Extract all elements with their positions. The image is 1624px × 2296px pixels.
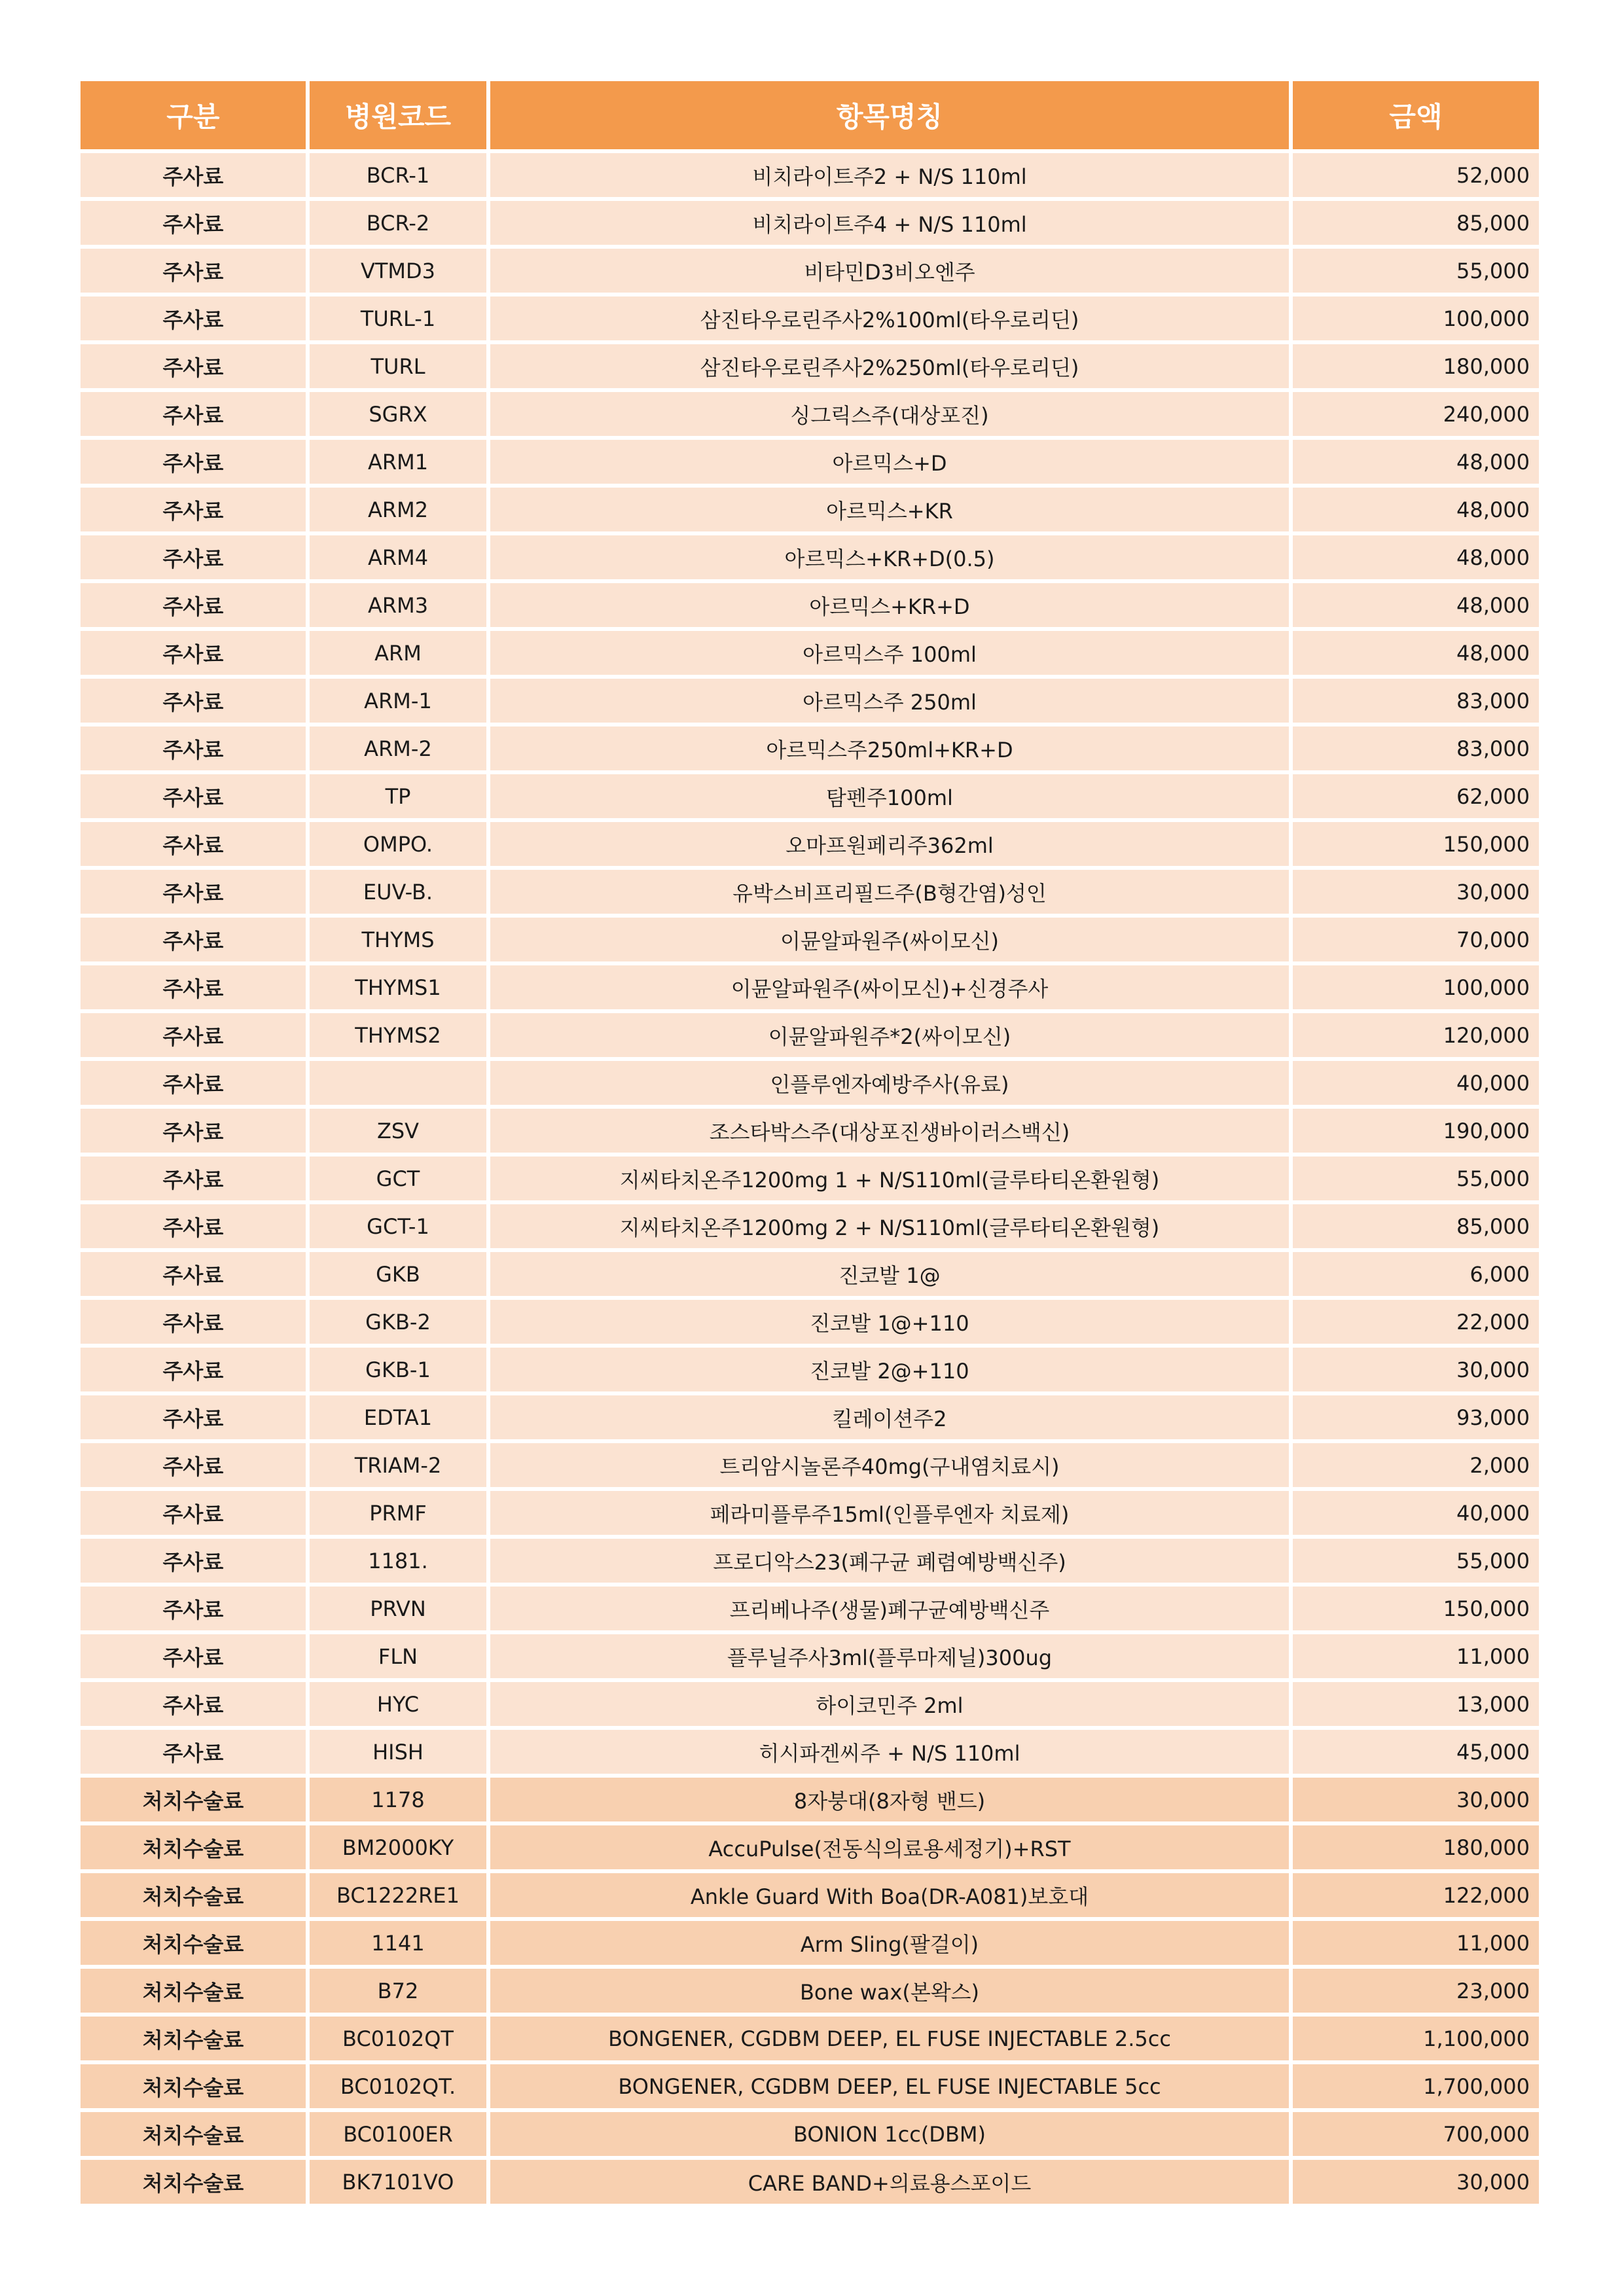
- cell-code: [310, 1061, 486, 1105]
- cell-code: ZSV: [310, 1109, 486, 1153]
- table-row: [81, 201, 1539, 245]
- cell-category: 주사료: [81, 1395, 306, 1439]
- cell-amount: 52,000: [1293, 153, 1539, 197]
- cell-category: 주사료: [81, 1730, 306, 1774]
- table-row: [81, 1587, 1539, 1630]
- cell-name: BONION 1cc(DBM): [490, 2112, 1289, 2156]
- cell-category: 주사료: [81, 1204, 306, 1248]
- cell-name: 아르믹스주 250ml: [490, 679, 1289, 723]
- cell-name: AccuPulse(전동식의료용세정기)+RST: [490, 1825, 1289, 1869]
- table-row: [81, 726, 1539, 770]
- cell-code: ARM3: [310, 583, 486, 627]
- cell-amount: 700,000: [1293, 2112, 1539, 2156]
- table-row: [81, 774, 1539, 818]
- table-row: [81, 535, 1539, 579]
- cell-category: 주사료: [81, 918, 306, 961]
- cell-name: 탐펜주100ml: [490, 774, 1289, 818]
- table-row: [81, 2112, 1539, 2156]
- cell-name: 이뮨알파원주(싸이모신)+신경주사: [490, 965, 1289, 1009]
- cell-code: BK7101VO: [310, 2160, 486, 2204]
- cell-code: ARM: [310, 631, 486, 675]
- cell-name: 아르믹스주 100ml: [490, 631, 1289, 675]
- cell-name: 하이코민주 2ml: [490, 1682, 1289, 1726]
- cell-code: THYMS2: [310, 1013, 486, 1057]
- fee-table: [77, 77, 1543, 2208]
- cell-amount: 85,000: [1293, 201, 1539, 245]
- table-row: [81, 870, 1539, 914]
- cell-category: 처치수술료: [81, 1825, 306, 1869]
- cell-amount: 240,000: [1293, 392, 1539, 436]
- cell-name: BONGENER, CGDBM DEEP, EL FUSE INJECTABLE 2.5cc: [490, 2017, 1289, 2060]
- cell-amount: 13,000: [1293, 1682, 1539, 1726]
- cell-category: 주사료: [81, 774, 306, 818]
- cell-amount: 22,000: [1293, 1300, 1539, 1344]
- cell-code: BC0102QT.: [310, 2064, 486, 2108]
- cell-code: GKB: [310, 1252, 486, 1296]
- table-row: [81, 392, 1539, 436]
- cell-amount: 30,000: [1293, 870, 1539, 914]
- cell-amount: 48,000: [1293, 440, 1539, 484]
- cell-code: PRMF: [310, 1491, 486, 1535]
- cell-category: 주사료: [81, 965, 306, 1009]
- cell-name: 진코발 1@: [490, 1252, 1289, 1296]
- cell-code: FLN: [310, 1634, 486, 1678]
- cell-code: TP: [310, 774, 486, 818]
- cell-amount: 150,000: [1293, 1587, 1539, 1630]
- cell-code: PRVN: [310, 1587, 486, 1630]
- cell-amount: 62,000: [1293, 774, 1539, 818]
- table-row: [81, 1491, 1539, 1535]
- table-row: [81, 1013, 1539, 1057]
- cell-code: BC1222RE1: [310, 1873, 486, 1917]
- cell-amount: 83,000: [1293, 726, 1539, 770]
- cell-name: 트리암시놀론주40mg(구내염치료시): [490, 1443, 1289, 1487]
- cell-code: THYMS1: [310, 965, 486, 1009]
- cell-category: 주사료: [81, 1348, 306, 1391]
- cell-name: 비치라이트주2 + N/S 110ml: [490, 153, 1289, 197]
- cell-amount: 48,000: [1293, 488, 1539, 531]
- cell-amount: 55,000: [1293, 249, 1539, 293]
- cell-code: ARM4: [310, 535, 486, 579]
- cell-code: TURL: [310, 344, 486, 388]
- cell-name: 진코발 2@+110: [490, 1348, 1289, 1391]
- cell-code: BM2000KY: [310, 1825, 486, 1869]
- cell-code: TURL-1: [310, 296, 486, 340]
- cell-code: HYC: [310, 1682, 486, 1726]
- cell-name: 오마프원페리주362ml: [490, 822, 1289, 866]
- cell-amount: 70,000: [1293, 918, 1539, 961]
- table-row: [81, 1634, 1539, 1678]
- cell-category: 처치수술료: [81, 1969, 306, 2013]
- cell-category: 주사료: [81, 1013, 306, 1057]
- cell-name: 인플루엔자예방주사(유료): [490, 1061, 1289, 1105]
- cell-amount: 120,000: [1293, 1013, 1539, 1057]
- cell-code: ARM-1: [310, 679, 486, 723]
- cell-category: 주사료: [81, 583, 306, 627]
- cell-category: 주사료: [81, 392, 306, 436]
- cell-amount: 100,000: [1293, 965, 1539, 1009]
- cell-name: 이뮨알파원주(싸이모신): [490, 918, 1289, 961]
- table-body: [81, 153, 1539, 2204]
- cell-code: OMPO.: [310, 822, 486, 866]
- cell-code: BC0100ER: [310, 2112, 486, 2156]
- cell-code: BC0102QT: [310, 2017, 486, 2060]
- cell-name: Arm Sling(팔걸이): [490, 1921, 1289, 1965]
- table-row: [81, 1730, 1539, 1774]
- cell-amount: 48,000: [1293, 631, 1539, 675]
- cell-amount: 83,000: [1293, 679, 1539, 723]
- table-row: [81, 488, 1539, 531]
- table-row: [81, 2160, 1539, 2204]
- cell-category: 주사료: [81, 249, 306, 293]
- table-row: [81, 1395, 1539, 1439]
- cell-code: HISH: [310, 1730, 486, 1774]
- table-row: [81, 1204, 1539, 1248]
- cell-category: 주사료: [81, 679, 306, 723]
- cell-name: 아르믹스+D: [490, 440, 1289, 484]
- cell-amount: 30,000: [1293, 1778, 1539, 1821]
- cell-code: EUV-B.: [310, 870, 486, 914]
- cell-amount: 85,000: [1293, 1204, 1539, 1248]
- cell-category: 주사료: [81, 1157, 306, 1200]
- table-row: [81, 1539, 1539, 1583]
- table-row: [81, 1348, 1539, 1391]
- cell-name: CARE BAND+의료용스포이드: [490, 2160, 1289, 2204]
- cell-code: 1178: [310, 1778, 486, 1821]
- header-amount: 금액: [1293, 81, 1539, 149]
- cell-code: GCT-1: [310, 1204, 486, 1248]
- cell-category: 주사료: [81, 296, 306, 340]
- cell-category: 주사료: [81, 1252, 306, 1296]
- cell-amount: 40,000: [1293, 1061, 1539, 1105]
- cell-name: 비치라이트주4 + N/S 110ml: [490, 201, 1289, 245]
- cell-category: 처치수술료: [81, 2160, 306, 2204]
- cell-amount: 180,000: [1293, 344, 1539, 388]
- table-row: [81, 153, 1539, 197]
- cell-code: BCR-1: [310, 153, 486, 197]
- header-name: 항목명칭: [490, 81, 1289, 149]
- cell-category: 주사료: [81, 870, 306, 914]
- cell-code: THYMS: [310, 918, 486, 961]
- table-row: [81, 679, 1539, 723]
- cell-category: 주사료: [81, 153, 306, 197]
- table-row: [81, 1969, 1539, 2013]
- cell-code: 1181.: [310, 1539, 486, 1583]
- cell-amount: 1,700,000: [1293, 2064, 1539, 2108]
- cell-amount: 30,000: [1293, 2160, 1539, 2204]
- cell-category: 주사료: [81, 631, 306, 675]
- cell-category: 주사료: [81, 1109, 306, 1153]
- cell-category: 주사료: [81, 201, 306, 245]
- table-row: [81, 1921, 1539, 1965]
- table-row: [81, 296, 1539, 340]
- cell-name: 진코발 1@+110: [490, 1300, 1289, 1344]
- cell-category: 처치수술료: [81, 1921, 306, 1965]
- cell-category: 처치수술료: [81, 1778, 306, 1821]
- cell-amount: 45,000: [1293, 1730, 1539, 1774]
- cell-code: VTMD3: [310, 249, 486, 293]
- table-row: [81, 1109, 1539, 1153]
- cell-amount: 11,000: [1293, 1634, 1539, 1678]
- table-row: [81, 1061, 1539, 1105]
- cell-category: 처치수술료: [81, 2112, 306, 2156]
- cell-code: B72: [310, 1969, 486, 2013]
- cell-category: 주사료: [81, 535, 306, 579]
- cell-name: 지씨타치온주1200mg 2 + N/S110ml(글루타티온환원형): [490, 1204, 1289, 1248]
- cell-code: ARM1: [310, 440, 486, 484]
- cell-amount: 122,000: [1293, 1873, 1539, 1917]
- cell-name: 지씨타치온주1200mg 1 + N/S110ml(글루타티온환원형): [490, 1157, 1289, 1200]
- table-row: [81, 2064, 1539, 2108]
- cell-name: 유박스비프리필드주(B형간염)성인: [490, 870, 1289, 914]
- header-code: 병원코드: [310, 81, 486, 149]
- cell-name: 아르믹스+KR: [490, 488, 1289, 531]
- cell-category: 주사료: [81, 1634, 306, 1678]
- table-row: [81, 965, 1539, 1009]
- cell-amount: 23,000: [1293, 1969, 1539, 2013]
- cell-category: 주사료: [81, 488, 306, 531]
- cell-category: 주사료: [81, 1300, 306, 1344]
- cell-amount: 55,000: [1293, 1539, 1539, 1583]
- cell-name: 싱그릭스주(대상포진): [490, 392, 1289, 436]
- cell-code: GCT: [310, 1157, 486, 1200]
- cell-amount: 180,000: [1293, 1825, 1539, 1869]
- cell-code: EDTA1: [310, 1395, 486, 1439]
- cell-amount: 100,000: [1293, 296, 1539, 340]
- cell-amount: 6,000: [1293, 1252, 1539, 1296]
- cell-name: 킬레이션주2: [490, 1395, 1289, 1439]
- table-row: [81, 1873, 1539, 1917]
- cell-category: 주사료: [81, 1682, 306, 1726]
- table-row: [81, 344, 1539, 388]
- table-row: [81, 440, 1539, 484]
- cell-category: 주사료: [81, 822, 306, 866]
- cell-amount: 93,000: [1293, 1395, 1539, 1439]
- cell-amount: 2,000: [1293, 1443, 1539, 1487]
- cell-amount: 48,000: [1293, 583, 1539, 627]
- cell-amount: 150,000: [1293, 822, 1539, 866]
- table-row: [81, 2017, 1539, 2060]
- table-row: [81, 918, 1539, 961]
- table-row: [81, 1157, 1539, 1200]
- cell-category: 주사료: [81, 1539, 306, 1583]
- cell-name: 히시파겐씨주 + N/S 110ml: [490, 1730, 1289, 1774]
- table-row: [81, 631, 1539, 675]
- cell-name: 조스타박스주(대상포진생바이러스백신): [490, 1109, 1289, 1153]
- cell-category: 주사료: [81, 1587, 306, 1630]
- cell-name: 비타민D3비오엔주: [490, 249, 1289, 293]
- cell-category: 처치수술료: [81, 2017, 306, 2060]
- table-row: [81, 1443, 1539, 1487]
- cell-name: BONGENER, CGDBM DEEP, EL FUSE INJECTABLE 5cc: [490, 2064, 1289, 2108]
- table-row: [81, 1825, 1539, 1869]
- cell-amount: 40,000: [1293, 1491, 1539, 1535]
- cell-name: Bone wax(본왁스): [490, 1969, 1289, 2013]
- cell-code: TRIAM-2: [310, 1443, 486, 1487]
- cell-amount: 30,000: [1293, 1348, 1539, 1391]
- table-row: [81, 822, 1539, 866]
- cell-category: 주사료: [81, 1491, 306, 1535]
- cell-amount: 1,100,000: [1293, 2017, 1539, 2060]
- cell-name: 이뮨알파원주*2(싸이모신): [490, 1013, 1289, 1057]
- cell-code: 1141: [310, 1921, 486, 1965]
- cell-category: 주사료: [81, 1443, 306, 1487]
- cell-name: Ankle Guard With Boa(DR-A081)보호대: [490, 1873, 1289, 1917]
- cell-name: 플루닐주사3ml(플루마제닐)300ug: [490, 1634, 1289, 1678]
- table-row: [81, 1300, 1539, 1344]
- cell-code: GKB-2: [310, 1300, 486, 1344]
- cell-name: 아르믹스+KR+D: [490, 583, 1289, 627]
- cell-amount: 11,000: [1293, 1921, 1539, 1965]
- cell-category: 주사료: [81, 726, 306, 770]
- cell-name: 8자붕대(8자형 밴드): [490, 1778, 1289, 1821]
- cell-amount: 48,000: [1293, 535, 1539, 579]
- table-row: [81, 583, 1539, 627]
- cell-code: ARM2: [310, 488, 486, 531]
- cell-category: 주사료: [81, 1061, 306, 1105]
- cell-name: 삼진타우로린주사2%100ml(타우로리딘): [490, 296, 1289, 340]
- cell-category: 주사료: [81, 344, 306, 388]
- cell-name: 프로디악스23(폐구균 폐렴예방백신주): [490, 1539, 1289, 1583]
- cell-name: 아르믹스+KR+D(0.5): [490, 535, 1289, 579]
- cell-name: 삼진타우로린주사2%250ml(타우로리딘): [490, 344, 1289, 388]
- cell-name: 페라미플루주15ml(인플루엔자 치료제): [490, 1491, 1289, 1535]
- cell-category: 처치수술료: [81, 1873, 306, 1917]
- cell-category: 처치수술료: [81, 2064, 306, 2108]
- cell-code: ARM-2: [310, 726, 486, 770]
- cell-amount: 55,000: [1293, 1157, 1539, 1200]
- cell-code: SGRX: [310, 392, 486, 436]
- cell-code: GKB-1: [310, 1348, 486, 1391]
- header-row: [81, 81, 1539, 149]
- cell-name: 프리베나주(생물)폐구균예방백신주: [490, 1587, 1289, 1630]
- cell-amount: 190,000: [1293, 1109, 1539, 1153]
- table-row: [81, 249, 1539, 293]
- cell-code: BCR-2: [310, 201, 486, 245]
- table-row: [81, 1252, 1539, 1296]
- header-category: 구분: [81, 81, 306, 149]
- table-row: [81, 1682, 1539, 1726]
- table-row: [81, 1778, 1539, 1821]
- cell-category: 주사료: [81, 440, 306, 484]
- cell-name: 아르믹스주250ml+KR+D: [490, 726, 1289, 770]
